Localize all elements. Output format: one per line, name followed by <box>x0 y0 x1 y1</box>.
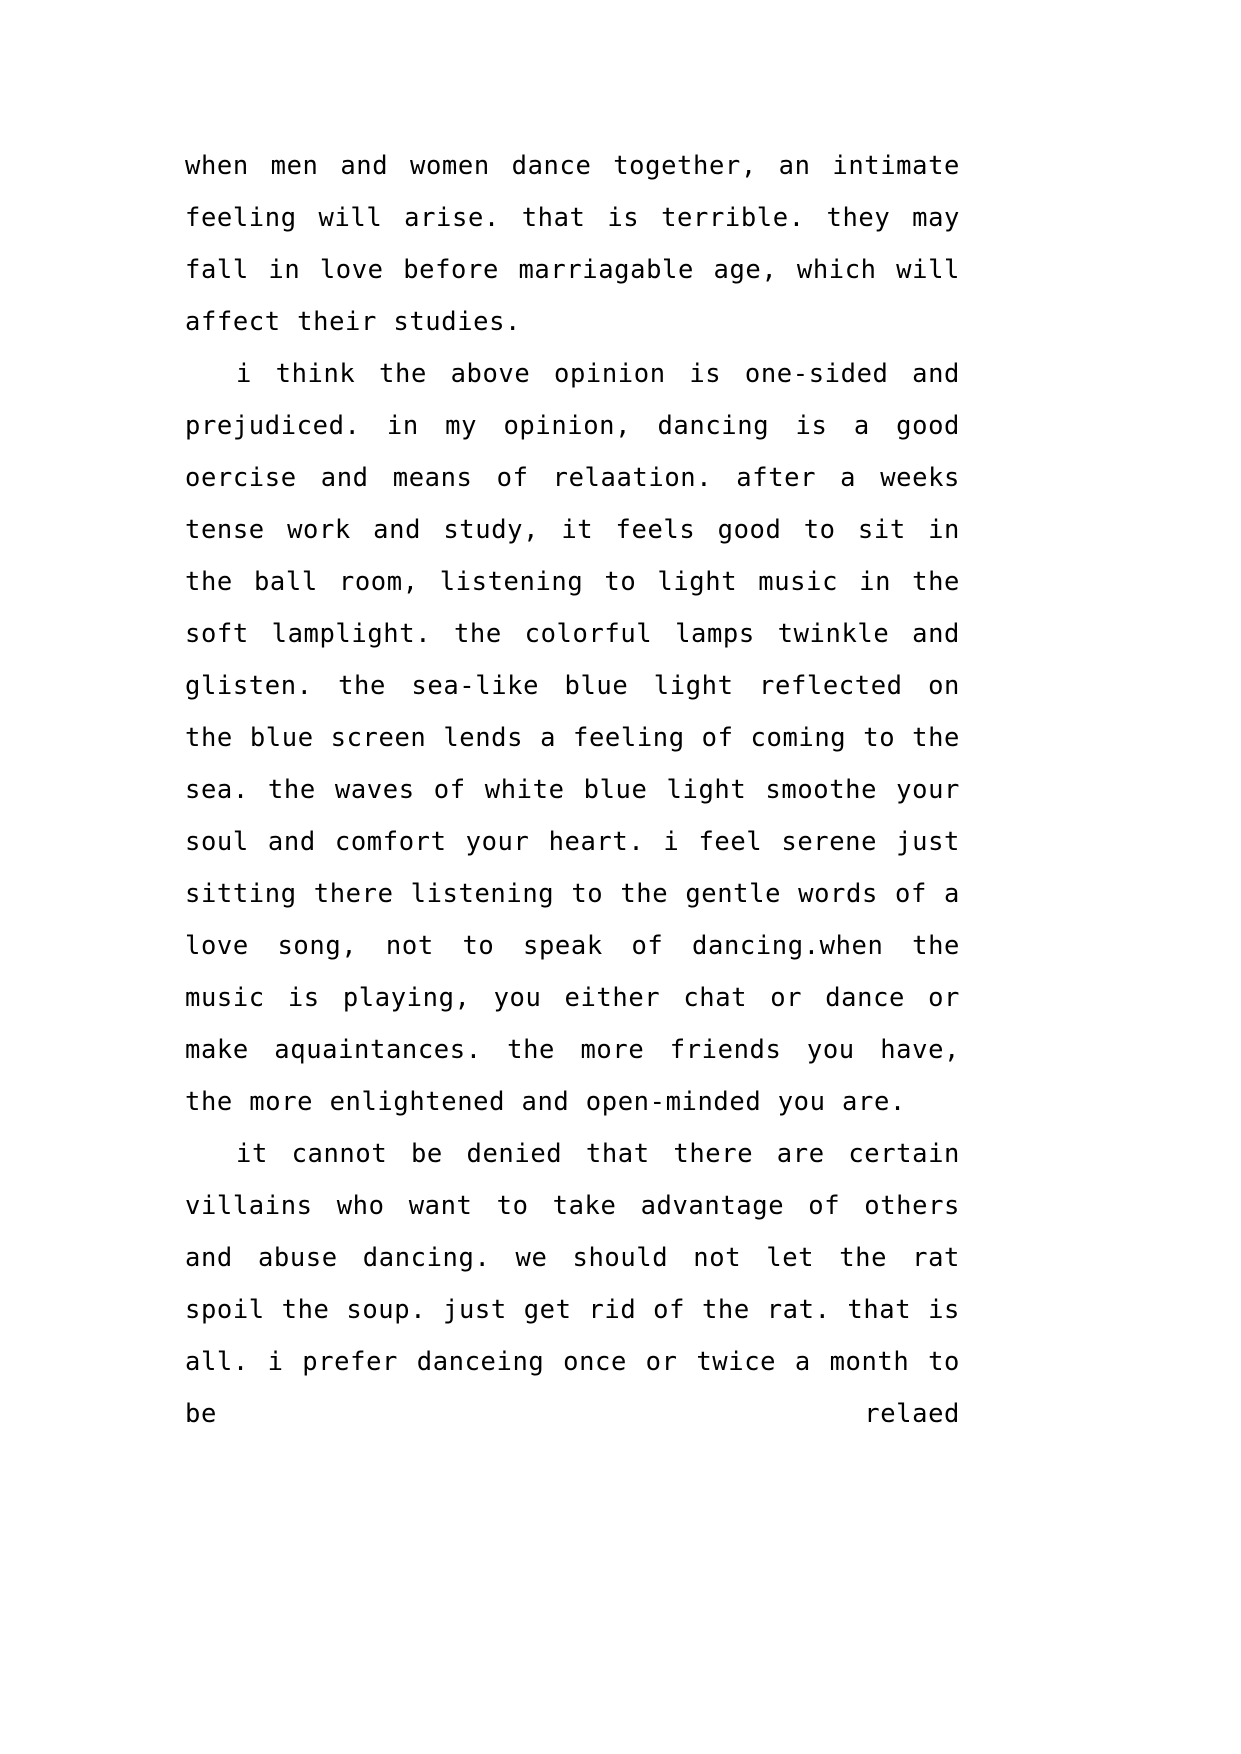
paragraph-2: i think the above opinion is one-sided and prejudiced. in my opinion, dancing is a good oercise and means of relaation. after a weeks tense work and study, it feels good to sit in the ball room, listening to light music in the soft lamplight. the colorful lamps twinkle and glisten. the sea-like blue light reflected on the blue screen lends a feeling of coming to the sea. the waves of white blue light smoothe your soul and comfort your heart. i feel serene just sitting there listening to the gentle words of a love song, not to speak of dancing.when the music is playing, you either chat or dance or make aquaintances. the more friends you have, the more enlightened and open-minded you are. <box>185 359 960 1117</box>
paragraph-1: when men and women dance together, an intimate feeling will arise. that is terrible. they may fall in love before marriagable age, which will affect their studies. <box>185 151 960 337</box>
document-body <box>185 140 960 1440</box>
paragraph-3: it cannot be denied that there are certain villains who want to take advantage of others and abuse dancing. we should not let the rat spoil the soup. just get rid of the rat. that is all. i prefer danceing once or twice a month to be relaed <box>185 1139 960 1429</box>
